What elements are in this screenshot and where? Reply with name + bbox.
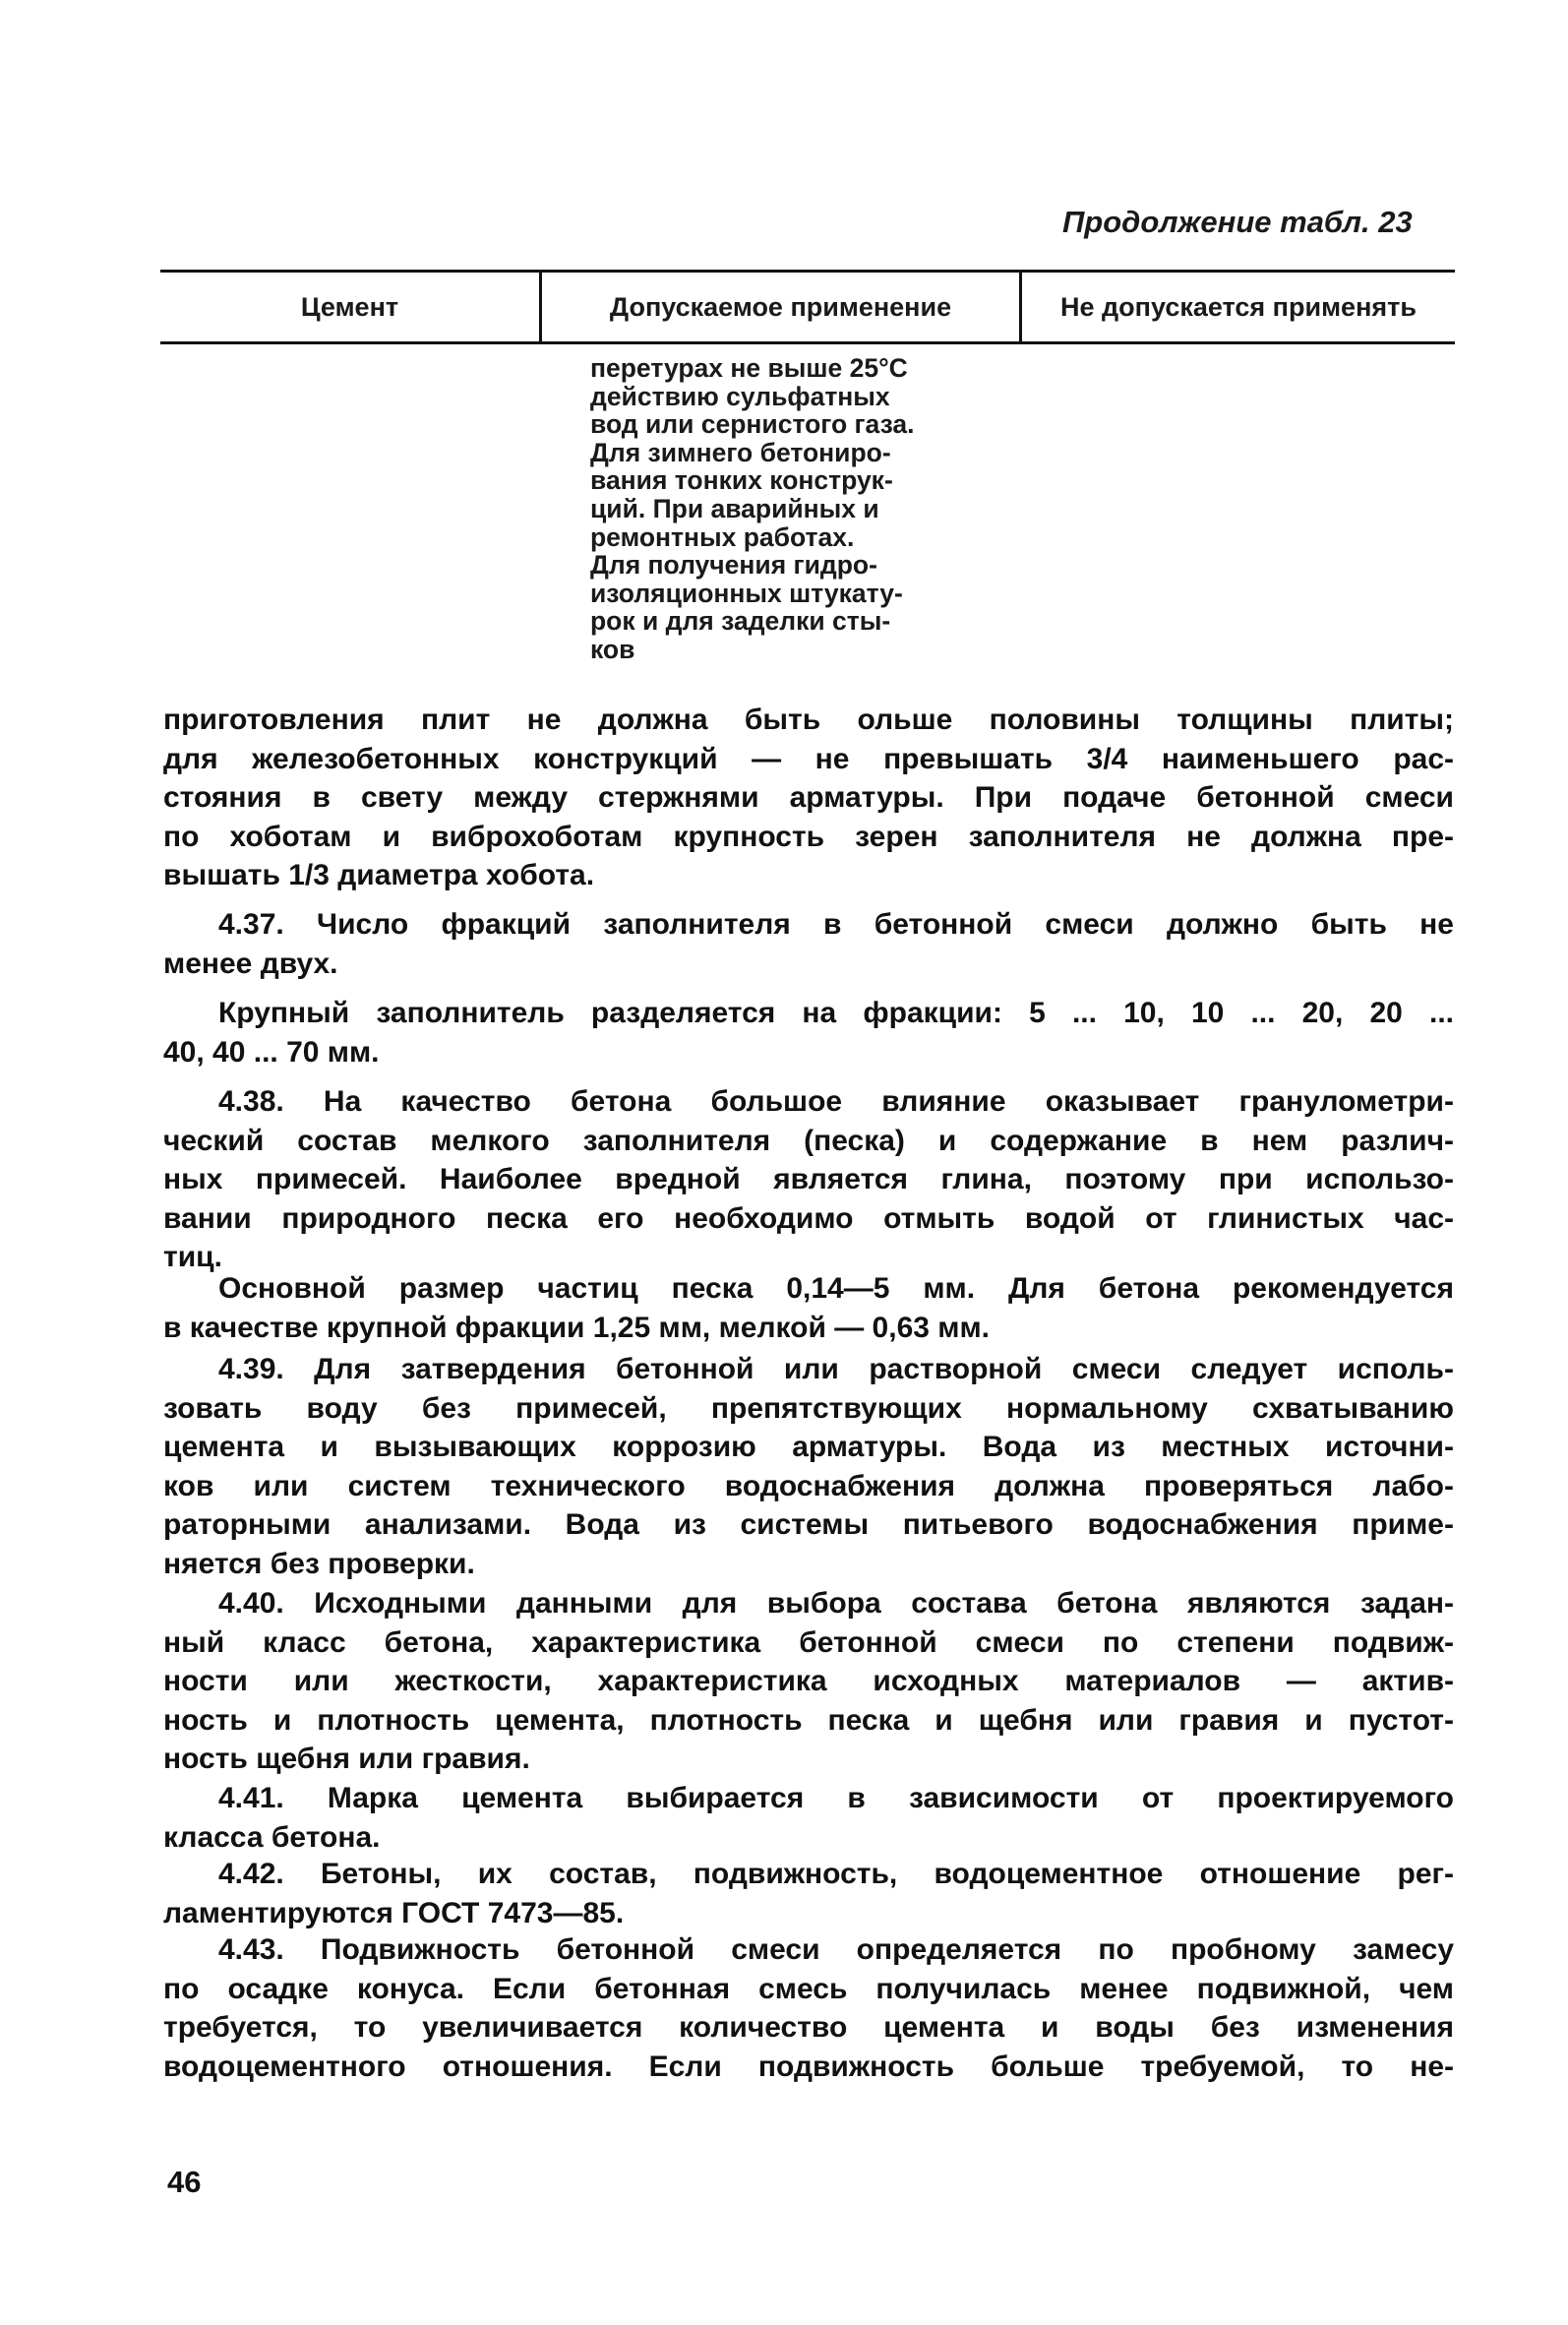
text-line: ных примесей. Наиболее вредной является глина, поэтому при использо-: [163, 1163, 1454, 1195]
text-line: по осадке конуса. Если бетонная смесь получилась менее подвижной, чем: [163, 1972, 1454, 2005]
cell-line: Для получения гидро-: [590, 550, 877, 581]
cell-line: действию сульфатных: [590, 381, 890, 411]
text-line: 4.38. На качество бетона большое влияние оказывает гранулометри-: [218, 1085, 1454, 1118]
text-line: Крупный заполнитель разделяется на фракции: 5 ... 10, 10 ... 20, 20 ...: [218, 997, 1454, 1029]
text-line: 4.43. Подвижность бетонной смеси определяется по пробному замесу: [218, 1933, 1454, 1966]
cell-line: ремонтных работах.: [590, 521, 855, 552]
paragraph-4-38: [163, 1082, 1454, 1277]
cell-line: вод или сернистого газа.: [590, 409, 915, 440]
header-cement: Цемент: [160, 273, 542, 341]
text-line: 4.39. Для затвердения бетонной или растворной смеси следует исполь-: [218, 1353, 1454, 1385]
header-allowed-use: Допускаемое применение: [542, 273, 1022, 341]
text-line: вании природного песка его необходимо отмыть водой от глинистых час-: [163, 1201, 1454, 1235]
text-line: 4.40. Исходными данными для выбора состава бетона являются задан-: [218, 1587, 1454, 1620]
text-line: ный класс бетона, характеристика бетонной смеси по степени подвиж-: [163, 1625, 1454, 1659]
text-line: цемента и вызывающих коррозию арматуры. Вода из местных источни-: [163, 1431, 1454, 1463]
table-header: [160, 270, 1455, 344]
text-line: ности или жесткости, характеристика исходных материалов — актив-: [163, 1665, 1454, 1697]
text-line: няется без проверки.: [163, 1547, 475, 1580]
text-line: ков или систем технического водоснабжения должна проверяться лабо-: [163, 1469, 1454, 1502]
text-line: зовать воду без примесей, препятствующих нормальному схватыванию: [163, 1391, 1454, 1425]
text-line: ламентируются ГОСТ 7473—85.: [163, 1896, 625, 1929]
text-line: ческий состав мелкого заполнителя (песка) и содержание в нем различ-: [163, 1124, 1454, 1157]
paragraph-4-43: [163, 1930, 1454, 2086]
text-line: водоцементного отношения. Если подвижность больше требуемой, то не-: [163, 2050, 1454, 2083]
header-not-allowed: Не допускается применять: [1060, 291, 1417, 322]
text-line: Основной размер частиц песка 0,14—5 мм. Для бетона рекомендуется: [218, 1272, 1454, 1305]
paragraph-4-40: [163, 1584, 1454, 1779]
paragraph-fractions: [163, 994, 1454, 1071]
cell-line: ций. При аварийных и: [590, 493, 879, 523]
table-continuation-caption: Продолжение табл. 23: [1062, 205, 1413, 239]
text-line: 4.37. Число фракций заполнителя в бетонной смеси должно быть не: [218, 908, 1454, 941]
paragraph-sand-size: [163, 1269, 1454, 1347]
cell-line: перетурах не выше 25°С: [590, 353, 908, 383]
text-line: 4.41. Марка цемента выбирается в зависимости от проектируемого: [218, 1782, 1454, 1814]
page-number: 46: [167, 2165, 202, 2199]
paragraph-4-42: [163, 1855, 1454, 1932]
paragraph-4-37: [163, 905, 1454, 983]
text-line: раторными анализами. Вода из системы питьевого водоснабжения приме-: [163, 1508, 1454, 1541]
text-line: тиц.: [163, 1241, 222, 1273]
text-line: 4.42. Бетоны, их состав, подвижность, водоцементное отношение рег-: [218, 1858, 1454, 1890]
text-line: требуется, то увеличивается количество цемента и воды без изменения: [163, 2011, 1454, 2044]
text-line: в качестве крупной фракции 1,25 мм, мелкой — 0,63 мм.: [163, 1311, 990, 1344]
cell-line: Для зимнего бетониро-: [590, 437, 891, 467]
text-line: стояния в свету между стержнями арматуры. При подаче бетонной смеси: [163, 781, 1454, 814]
text-line: вышать 1/3 диаметра хобота.: [163, 859, 595, 891]
paragraph-4-39: [163, 1350, 1454, 1583]
paragraph-aggregate-size: [163, 701, 1454, 895]
cell-line: изоляционных штукату-: [590, 578, 903, 608]
text-line: приготовления плит не должна быть ольше половины толщины плиты;: [163, 704, 1454, 736]
text-line: по хоботам и виброхоботам крупность зерен заполнителя не должна пре-: [163, 820, 1454, 853]
text-line: ность щебня или гравия.: [163, 1743, 530, 1775]
paragraph-4-41: [163, 1779, 1454, 1857]
cell-line: ков: [590, 634, 635, 664]
text-line: ность и плотность цемента, плотность песка и щебня или гравия и пустот-: [163, 1703, 1454, 1737]
cell-line: рок и для заделки сты-: [590, 606, 891, 637]
cell-line: вания тонких конструк-: [590, 465, 893, 496]
text-line: класса бетона.: [163, 1820, 381, 1854]
text-line: менее двух.: [163, 947, 338, 980]
table-cell-allowed-use: [590, 354, 994, 664]
text-line: для железобетонных конструкций — не превышать 3/4 наименьшего рас-: [163, 742, 1454, 775]
text-line: 40, 40 ... 70 мм.: [163, 1035, 380, 1069]
